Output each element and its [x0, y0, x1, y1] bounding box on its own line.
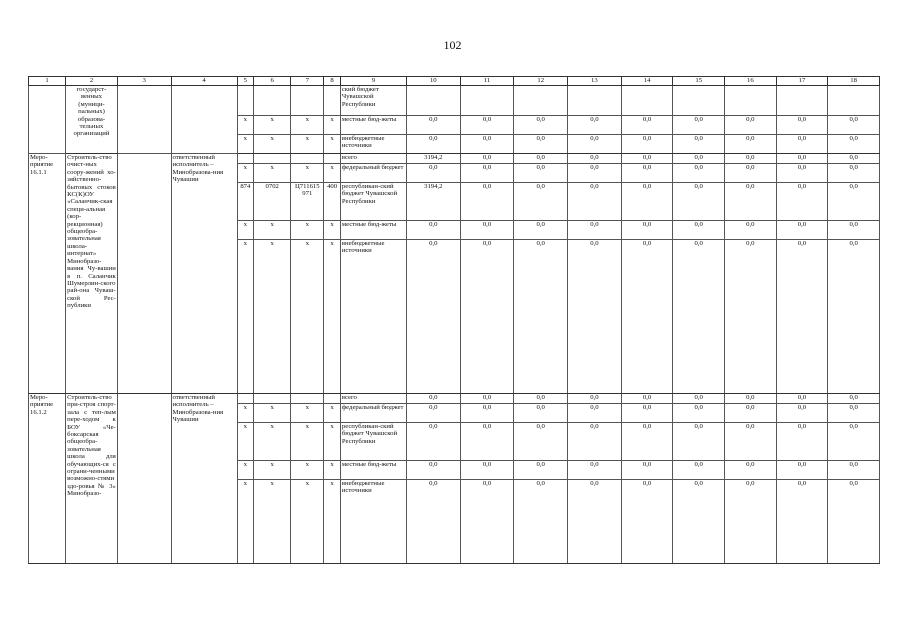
value-cell: 0,0 — [621, 480, 673, 564]
value-cell: 0,0 — [673, 423, 725, 461]
value-cell: 0,0 — [514, 135, 568, 154]
header-row — [29, 77, 880, 86]
event-name: Меро-приятие 16.1.1 — [29, 154, 66, 394]
col-header: 4 — [171, 77, 237, 86]
col-header: 5 — [237, 77, 254, 86]
code-cell: x — [291, 164, 324, 183]
value-cell: 0,0 — [621, 135, 673, 154]
value-cell — [673, 86, 725, 116]
value-cell: 0,0 — [568, 221, 622, 240]
value-cell: 0,0 — [776, 154, 828, 164]
col-header: 14 — [621, 77, 673, 86]
col-header: 3 — [117, 77, 171, 86]
value-cell: 0,0 — [406, 240, 460, 394]
value-cell: 0,0 — [460, 461, 514, 480]
value-cell: 0,0 — [776, 116, 828, 135]
value-cell: 0,0 — [514, 461, 568, 480]
code-cell: x — [291, 423, 324, 461]
col-header: 17 — [776, 77, 828, 86]
value-cell: 0,0 — [406, 164, 460, 183]
table-row — [29, 154, 880, 164]
code-cell — [254, 394, 291, 404]
value-cell: 0,0 — [621, 116, 673, 135]
value-cell: 3194,2 — [406, 183, 460, 221]
value-cell: 0,0 — [776, 164, 828, 183]
value-cell: 0,0 — [568, 240, 622, 394]
code-cell: x — [254, 135, 291, 154]
code-cell: x — [324, 164, 341, 183]
value-cell: 0,0 — [514, 394, 568, 404]
code-cell — [237, 394, 254, 404]
value-cell: 0,0 — [514, 404, 568, 423]
table-row — [29, 86, 880, 116]
code-cell: x — [237, 240, 254, 394]
source-cell: республикан-ский бюджет Чувашской Республики — [340, 423, 406, 461]
code-cell — [291, 86, 324, 116]
code-cell: 874 — [237, 183, 254, 221]
executor-cell: ответственный исполнитель – Минобразова-ния Чувашии — [171, 394, 237, 564]
event-description: Строитель-ство очист-ных соору-жений хо-зяйственно-бытовых стоков КС(К)ОУ «Саланчик-ская специ-альная (кор-рекционная) общеобра-зовательная школа-интернат» Минобразо-вания Чу-вашии в п. Саланчик Шумерлин-ского рай-она Чуваш-ской Рес-публики — [66, 154, 118, 394]
value-cell: 0,0 — [828, 461, 880, 480]
event-description: государст-венных (муници-пальных) образова-тельных организаций — [66, 86, 118, 154]
value-cell: 0,0 — [776, 221, 828, 240]
value-cell: 0,0 — [514, 183, 568, 221]
value-cell: 0,0 — [621, 240, 673, 394]
code-cell: x — [324, 221, 341, 240]
value-cell: 0,0 — [725, 154, 777, 164]
value-cell: 0,0 — [460, 135, 514, 154]
code-cell: x — [291, 461, 324, 480]
source-cell: всего — [340, 154, 406, 164]
code-cell: x — [291, 404, 324, 423]
event-name: Меро-приятие 16.1.2 — [29, 394, 66, 564]
value-cell: 0,0 — [828, 164, 880, 183]
value-cell: 0,0 — [406, 221, 460, 240]
value-cell: 0,0 — [460, 423, 514, 461]
value-cell: 0,0 — [406, 404, 460, 423]
source-cell: республикан-ский бюджет Чувашской Республики — [340, 183, 406, 221]
code-cell — [237, 86, 254, 116]
value-cell: 0,0 — [514, 480, 568, 564]
value-cell: 0,0 — [725, 164, 777, 183]
code-cell — [291, 154, 324, 164]
value-cell: 0,0 — [406, 394, 460, 404]
value-cell: 0,0 — [460, 394, 514, 404]
value-cell: 0,0 — [725, 480, 777, 564]
value-cell: 0,0 — [621, 394, 673, 404]
value-cell: 0,0 — [776, 135, 828, 154]
code-cell: x — [254, 404, 291, 423]
value-cell: 0,0 — [828, 154, 880, 164]
value-cell — [460, 86, 514, 116]
executor-cell — [171, 86, 237, 154]
col-header: 2 — [66, 77, 118, 86]
code-cell: x — [291, 116, 324, 135]
value-cell: 0,0 — [460, 480, 514, 564]
code-cell: x — [237, 461, 254, 480]
value-cell: 0,0 — [514, 164, 568, 183]
code-cell: x — [254, 423, 291, 461]
value-cell: 0,0 — [725, 423, 777, 461]
value-cell: 0,0 — [621, 154, 673, 164]
value-cell: 0,0 — [725, 461, 777, 480]
code-cell: x — [237, 116, 254, 135]
value-cell: 0,0 — [776, 480, 828, 564]
source-cell: ский бюджет Чувашской Республики — [340, 86, 406, 116]
code-cell: x — [324, 135, 341, 154]
source-cell: местные бюд-жеты — [340, 116, 406, 135]
code-cell — [324, 154, 341, 164]
value-cell: 0,0 — [514, 154, 568, 164]
value-cell: 0,0 — [828, 240, 880, 394]
empty-cell — [117, 86, 171, 154]
event-description: Строитель-ство при-строя спорт-зала с теп-лым пере-ходом к БОУ «Че-боксарская общеобра-зовательная школа для обучающих-ся с ограни-ченными возможно-стями здо-ровья № 3» Минобразо- — [66, 394, 118, 564]
col-header: 9 — [340, 77, 406, 86]
code-cell — [324, 394, 341, 404]
value-cell: 0,0 — [460, 404, 514, 423]
source-cell: федеральный бюджет — [340, 164, 406, 183]
value-cell: 0,0 — [828, 480, 880, 564]
source-cell: местные бюд-жеты — [340, 461, 406, 480]
source-cell: внебюджетные источники — [340, 135, 406, 154]
value-cell: 0,0 — [828, 135, 880, 154]
source-cell: внебюджетные источники — [340, 240, 406, 394]
code-cell — [254, 154, 291, 164]
value-cell: 0,0 — [621, 423, 673, 461]
event-cell — [29, 86, 66, 154]
value-cell: 0,0 — [568, 404, 622, 423]
source-cell: федеральный бюджет — [340, 404, 406, 423]
code-cell: x — [291, 221, 324, 240]
value-cell: 0,0 — [828, 423, 880, 461]
value-cell: 0,0 — [725, 183, 777, 221]
code-cell: x — [237, 164, 254, 183]
value-cell — [776, 86, 828, 116]
value-cell: 0,0 — [725, 394, 777, 404]
code-cell: x — [237, 135, 254, 154]
col-header: 6 — [254, 77, 291, 86]
value-cell: 0,0 — [673, 164, 725, 183]
empty-cell — [117, 394, 171, 564]
code-cell: x — [237, 423, 254, 461]
value-cell: 0,0 — [673, 183, 725, 221]
value-cell: 0,0 — [673, 404, 725, 423]
code-cell: x — [291, 135, 324, 154]
value-cell: 0,0 — [725, 240, 777, 394]
value-cell: 0,0 — [725, 116, 777, 135]
code-cell: 0702 — [254, 183, 291, 221]
col-header: 15 — [673, 77, 725, 86]
value-cell — [406, 86, 460, 116]
page-number: 102 — [443, 38, 462, 52]
table-row — [29, 394, 880, 404]
value-cell: 0,0 — [776, 404, 828, 423]
code-cell: x — [324, 116, 341, 135]
value-cell: 0,0 — [673, 461, 725, 480]
code-cell: x — [291, 240, 324, 394]
code-cell: x — [324, 423, 341, 461]
value-cell: 0,0 — [568, 154, 622, 164]
value-cell: 0,0 — [460, 154, 514, 164]
value-cell: 0,0 — [568, 394, 622, 404]
value-cell: 0,0 — [673, 154, 725, 164]
code-cell: 400 — [324, 183, 341, 221]
value-cell: 0,0 — [673, 394, 725, 404]
empty-cell — [117, 154, 171, 394]
code-cell: x — [324, 461, 341, 480]
value-cell: 0,0 — [828, 183, 880, 221]
code-cell: x — [237, 404, 254, 423]
col-header: 11 — [460, 77, 514, 86]
value-cell — [828, 86, 880, 116]
code-cell: x — [254, 116, 291, 135]
value-cell: 0,0 — [568, 135, 622, 154]
source-cell: внебюджетные источники — [340, 480, 406, 564]
value-cell: 0,0 — [568, 183, 622, 221]
value-cell — [514, 86, 568, 116]
value-cell: 0,0 — [776, 461, 828, 480]
col-header: 7 — [291, 77, 324, 86]
value-cell: 0,0 — [568, 116, 622, 135]
value-cell: 0,0 — [776, 240, 828, 394]
value-cell: 0,0 — [776, 183, 828, 221]
value-cell: 0,0 — [568, 480, 622, 564]
value-cell — [568, 86, 622, 116]
code-cell: x — [254, 461, 291, 480]
code-cell: x — [254, 240, 291, 394]
code-cell: x — [237, 221, 254, 240]
code-cell — [254, 86, 291, 116]
code-cell: x — [254, 164, 291, 183]
value-cell — [725, 86, 777, 116]
value-cell: 0,0 — [460, 164, 514, 183]
code-cell: x — [254, 480, 291, 564]
value-cell: 0,0 — [406, 135, 460, 154]
value-cell: 0,0 — [406, 461, 460, 480]
value-cell: 0,0 — [673, 221, 725, 240]
value-cell: 0,0 — [673, 135, 725, 154]
value-cell: 0,0 — [828, 221, 880, 240]
value-cell: 0,0 — [460, 183, 514, 221]
value-cell: 0,0 — [776, 394, 828, 404]
value-cell: 0,0 — [568, 423, 622, 461]
col-header: 13 — [568, 77, 622, 86]
value-cell: 0,0 — [514, 423, 568, 461]
value-cell: 0,0 — [776, 423, 828, 461]
value-cell: 0,0 — [460, 240, 514, 394]
code-cell — [237, 154, 254, 164]
budget-table — [28, 76, 880, 564]
code-cell: x — [237, 480, 254, 564]
code-cell — [291, 394, 324, 404]
value-cell: 0,0 — [621, 221, 673, 240]
value-cell: 0,0 — [460, 221, 514, 240]
code-cell: x — [324, 480, 341, 564]
value-cell: 0,0 — [828, 116, 880, 135]
value-cell: 0,0 — [673, 240, 725, 394]
value-cell: 0,0 — [406, 480, 460, 564]
col-header: 1 — [29, 77, 66, 86]
value-cell: 0,0 — [621, 183, 673, 221]
value-cell: 0,0 — [673, 480, 725, 564]
value-cell: 0,0 — [568, 164, 622, 183]
code-cell: x — [254, 221, 291, 240]
code-cell — [324, 86, 341, 116]
executor-cell: ответственный исполнитель – Минобразова-ния Чувашии — [171, 154, 237, 394]
value-cell: 0,0 — [828, 404, 880, 423]
value-cell: 0,0 — [621, 404, 673, 423]
value-cell: 0,0 — [621, 164, 673, 183]
col-header: 10 — [406, 77, 460, 86]
col-header: 12 — [514, 77, 568, 86]
value-cell: 0,0 — [621, 461, 673, 480]
source-cell: местные бюд-жеты — [340, 221, 406, 240]
source-cell: всего — [340, 394, 406, 404]
value-cell: 0,0 — [406, 116, 460, 135]
value-cell: 0,0 — [725, 404, 777, 423]
value-cell: 0,0 — [514, 221, 568, 240]
value-cell — [621, 86, 673, 116]
col-header: 18 — [828, 77, 880, 86]
value-cell: 0,0 — [514, 116, 568, 135]
value-cell: 3194,2 — [406, 154, 460, 164]
value-cell: 0,0 — [460, 116, 514, 135]
code-cell: x — [324, 240, 341, 394]
value-cell: 0,0 — [725, 221, 777, 240]
value-cell: 0,0 — [514, 240, 568, 394]
value-cell: 0,0 — [828, 394, 880, 404]
value-cell: 0,0 — [725, 135, 777, 154]
col-header: 8 — [324, 77, 341, 86]
code-cell: x — [291, 480, 324, 564]
value-cell: 0,0 — [568, 461, 622, 480]
value-cell: 0,0 — [673, 116, 725, 135]
code-cell: Ц711615 971 — [291, 183, 324, 221]
code-cell: x — [324, 404, 341, 423]
col-header: 16 — [725, 77, 777, 86]
value-cell: 0,0 — [406, 423, 460, 461]
